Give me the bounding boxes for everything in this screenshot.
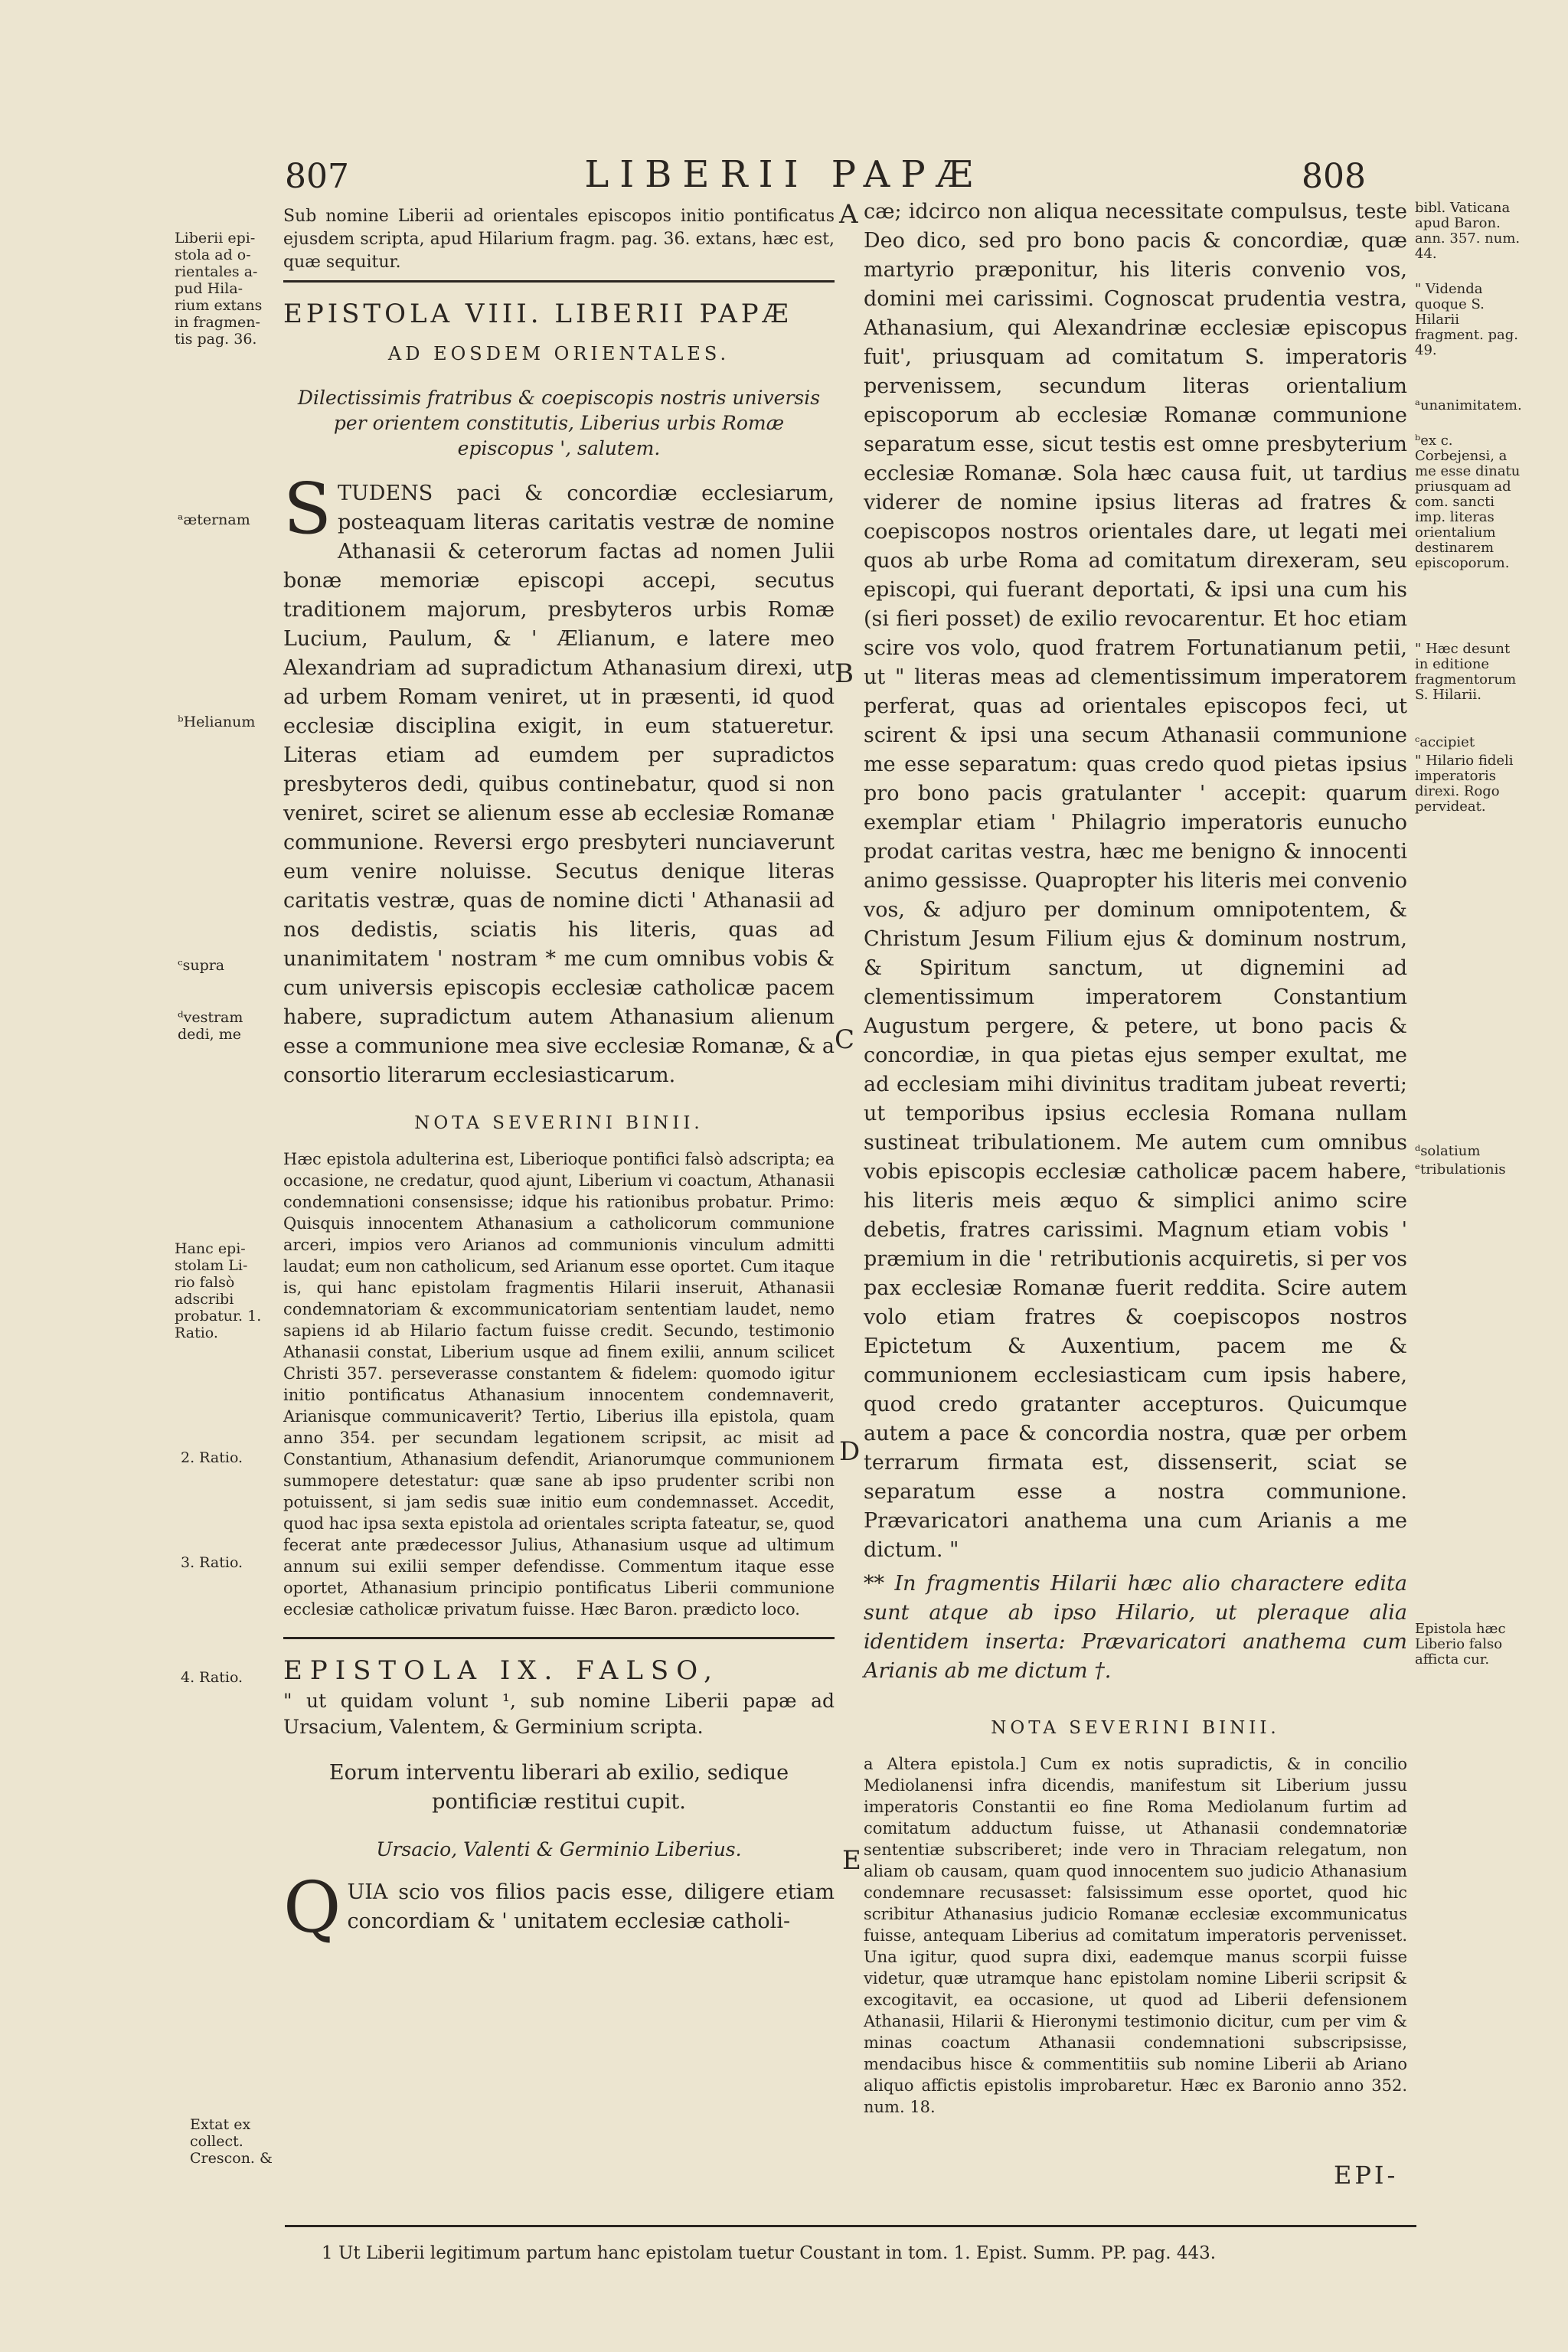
dropcap: S [283, 468, 332, 550]
section-letter: D [839, 1436, 861, 1467]
margin-note-left: 4. Ratio. [181, 1669, 243, 1686]
margin-note-left: ᵈvestram dedi, me [178, 1009, 243, 1043]
epistola-ix-body [283, 1867, 835, 1949]
fragment-note: ** In fragmentis Hilarii hæc alio charactere edita sunt atque ab ipso Hilario, ut pleraque alia identidem inserta: Prævaricatori anathema cum Arianis ab me dictum †. [864, 1572, 1407, 1683]
margin-note-left: Extat ex collect. Crescon. & [190, 2116, 273, 2167]
margin-note-left: Liberii epi-stola ad o-rientales a-pud Hila-rium extans in fragmen-tis pag. 36. [175, 230, 263, 348]
catchword: EPI- [1334, 2161, 1399, 2190]
epistola-ix-subtitle: " ut quidam volunt ¹, sub nomine Liberii papæ ad Ursacium, Valentem, & Germinium scripta. [283, 1690, 835, 1738]
divider [283, 280, 835, 283]
margin-note-right: Epistola hæc Liberio falso afficta cur. [1415, 1621, 1506, 1668]
page-number-right: 808 [1302, 157, 1366, 196]
margin-note-left: ᵇHelianum [178, 714, 256, 730]
margin-note-right: bibl. Vaticana apud Baron. ann. 357. num. 44. [1415, 200, 1521, 262]
right-column [864, 198, 1407, 2118]
margin-note-right: " Hæc desunt in editione fragmentorum S. Hilarii. [1415, 641, 1517, 703]
nota-heading: NOTA SEVERINI BINII. [414, 1113, 704, 1133]
epistola-ix-summary: Eorum interventu liberari ab exilio, sedique pontificiæ restitui cupit. [328, 1761, 789, 1814]
epistola-ix-text: UIA scio vos filios pacis esse, diligere etiam concordiam & ' unitatem ecclesiæ catholi- [347, 1880, 835, 1933]
footnote-divider [285, 2225, 1416, 2227]
margin-note-left: ᶜsupra [178, 957, 225, 974]
running-title: LIBERII PAPÆ [584, 153, 984, 196]
section-letter: B [835, 658, 854, 689]
page-number-left: 807 [285, 157, 349, 196]
left-column [283, 205, 835, 1949]
intro-note: Sub nomine Liberii ad orientales episcopos initio pontificatus ejusdem scripta, apud Hilarium fragm. pag. 36. extans, hæc est, quæ sequitur. [283, 207, 835, 272]
margin-note-left: 2. Ratio. [181, 1449, 243, 1466]
margin-note-right: ᶜaccipiet [1415, 734, 1475, 750]
margin-note-right: ᵃunanimitatem. [1415, 397, 1522, 413]
margin-note-right: " Videnda quoque S. Hilarii fragment. pag. 49. [1415, 281, 1519, 358]
margin-note-right: ᵉtribulationis [1415, 1161, 1506, 1178]
epistola-viii-salutation: Dilectissimis fratribus & coepiscopis nostris universis per orientem constitutis, Liberius urbis Romæ episcopus ', salutem. [297, 387, 821, 459]
epistola-viii-subtitle: AD EOSDEM ORIENTALES. [387, 343, 730, 364]
nota-text: a Altera epistola.] Cum ex notis supradictis, & in concilio Mediolanensi infra dicendis, manifestum sit Liberium jussu imperatoris Constantii eo fine Roma Mediolanum furtim ad comitatum adductum fuisse, ut Athanasii condemnatoriæ sententiæ subscriberet; inde vero in Thraciam relegatum, non aliam ob causam, quam quod innocentem suo judicio Athanasium condemnare recusasset: falsissimum esse oportet, quod hic scribitur Athanasius judicio Romanæ ecclesiæ excommunicatus fuisse, antequam Liberius ad comitatum imperatoris pervenisset. Una igitur, quod supra dixi, eademque manus scorpii fuisse videtur, quæ utramque hanc epistolam nomine Liberii scripsit & excogitavit, ea occasione, ut quod ad Liberii defensionem Athanasii, Hilarii & Hieronymi testimonio dicitur, cum per vim & minas coactum Athanasii condemnationi subscripsisse, mendacibus hisce & commentitiis sub nomine Liberii ab Ariano aliquo affictis epistolis improbaretur. Hæc ex Baronio anno 352. num. 18. [864, 1755, 1407, 2116]
margin-note-left: Hanc epi-stolam Li-rio falsò adscribi probatur. 1. Ratio. [175, 1240, 262, 1341]
divider [283, 1637, 835, 1639]
margin-note-left: ᵃæternam [178, 511, 250, 528]
section-letter: A [839, 199, 858, 230]
margin-note-right: ᵈsolatium [1415, 1143, 1481, 1159]
margin-note-left: 3. Ratio. [181, 1554, 243, 1571]
margin-note-right: " Hilario fideli imperatoris direxi. Rogo pervideat. [1415, 753, 1514, 815]
epistola-ix-title: EPISTOLA IX. FALSO, [283, 1655, 720, 1686]
epistola-ix-salutation: Ursacio, Valenti & Germinio Liberius. [376, 1838, 742, 1860]
epistola-viii-text: TUDENS paci & concordiæ ecclesiarum, posteaquam literas caritatis vestræ de nomine Athanasii & ceterorum factas ad nomen Julii bonæ memoriæ episcopi accepi, secutus traditionem majorum, presbyteros urbis Romæ Lucium, Paulum, & ' Ælianum, e latere meo Alexandriam ad supradictum Athanasium direxi, ut ad urbem Romam veniret, ut in præsenti, id quod ecclesiæ disciplina exigit, in eum statueretur. Literas etiam ad eumdem per supradictos presbyteros dedi, quibus continebatur, quod si non veniret, sciret se alienum esse ab ecclesiæ Romanæ communione. Reversi ergo presbyteri nunciaverunt eum venire noluisse. Secutus denique literas caritatis vestræ, quas de nomine dicti ' Athanasii ad nos dedistis, sciatis his literis, quas ad unanimitatem ' nostram * me cum omnibus vobis & cum universis episcopis ecclesiæ catholicæ pacem habere, supradictum autem Athanasium alienum esse a communione mea sive ecclesiæ Romanæ, & a consortio literarum ecclesiasticarum. [283, 482, 835, 1087]
section-letter: C [835, 1024, 855, 1055]
section-letter: E [842, 1845, 861, 1876]
epistola-ix-continuation: cæ; idcirco non aliqua necessitate compulsus, teste Deo dico, sed pro bono pacis & concordiæ, quæ martyrio præponitur, his literis convenio vos, domini mei carissimi. Cognoscat prudentia vestra, Athanasium, qui Alexandrinæ ecclesiæ episcopus fuit', priusquam ad comitatum S. imperatoris pervenissem, secundum literas orientalium episcoporum ab ecclesiæ Romanæ communione separatum esse, sicut testis est omne presbyterium ecclesiæ Romanæ. Sola hæc causa fuit, ut tardius viderer de nomine ipsius literas ad fratres & coepiscopos nostros orientales dare, ut legati mei quos ab urbe Roma ad comitatum direxeram, seu episcopi, qui fuerant deportati, & ipsi una cum his (si fieri posset) de exilio revocarentur. Et hoc etiam scire vos volo, quod fratrem Fortunatianum petii, ut " literas meas ad clementissimum imperatorem perferat, quas ad orientales episcopos feci, ut scirent & ipsi una secum Athanasii communione me esse separatum: quas credo quod pietas ipsius pro bono pacis gratulanter ' accepit: quarum exemplar etiam ' Philagrio imperatoris eunucho prodat caritas vestra, hæc me benigno & innocenti animo gessisse. Quapropter his literis mei convenio vos, & adjuro per dominum omnipotentem, & Christum Jesum Filium ejus & dominum nostrum, & Spiritum sanctum, ut dignemini ad clementissimum imperatorem Constantium Augustum pergere, & petere, ut bono pacis & concordiæ, in qua pietas ejus semper exultat, me ad ecclesiam mihi divinitus traditam jubeat reverti; ut temporibus ipsius ecclesia Romana nullam sustineat tribulationem. Me autem cum omnibus vobis episcopis ecclesiæ catholicæ pacem habere, his literis meis æquo & simplici animo scire debetis, fratres carissimi. Magnum etiam vobis ' præmium in die ' retributionis acquiretis, si per vos pax ecclesiæ Romanæ fuerit reddita. Scire autem volo etiam fratres & coepiscopos nostros Epictetum & Auxentium, pacem me & communionem ecclesiasticam cum ipsis habere, quod credo gratanter accepturos. Quicumque autem a pace & concordia nostra, quæ per orbem terrarum firmata est, dissenserit, sciat se separatum esse a nostra communione. Prævaricatori anathema una cum Arianis a me dictum. " [864, 200, 1407, 1562]
nota-text: Hæc epistola adulterina est, Liberioque pontifici falsò adscripta; ea occasione, ne credatur, quod ajunt, Liberium vi coactum, Athanasii condemnationi consensisse; idque his rationibus probatur. Primo: Quisquis innocentem Athanasium a catholicorum communione arceri, impios vero Arianos ad communionis vinculum admitti laudat; eum non catholicum, sed Arianum esse oportet. Cum itaque is, qui hanc epistolam fragmentis Hilarii inseruit, Athanasii condemnatoriam & excommunicatoriam sententiam laudet, nemo sapiens id ab Hilario factum fuisse credit. Secundo, testimonio Athanasii constat, Liberium usque ad finem exilii, annum scilicet Christi 357. perseverasse constantem & fidelem: quomodo igitur initio pontificatus Athanasium innocentem condemnaverit, Arianisque communicaverit? Tertio, Liberius illa epistola, quam anno 354. per secundam legationem scripsit, ac misit ad Constantium, Athanasium defendit, Arianorumque communionem summopere detestatur: quæ sane ab ipso prudenter scribi non potuissent, si jam sedis suæ initio eum condemnasset. Accedit, quod hac ipsa sexta epistola ad orientales scripta fateatur, se, quod fecerat ante prædecessor Julius, Athanasium usque ad ultimum annum sui exilii semper defendisse. Commentum itaque esse oportet, Athanasium principio pontificatus Liberii communione ecclesiæ catholicæ privatum fuisse. Hæc Baron. prædicto loco. [283, 1150, 835, 1619]
nota-heading: NOTA SEVERINI BINII. [991, 1718, 1280, 1738]
dropcap: Q [283, 1867, 341, 1949]
epistola-viii-body [283, 468, 835, 1090]
footnote: 1 Ut Liberii legitimum partum hanc epistolam tuetur Coustant in tom. 1. Epist. Summ. PP. pag. 443. [322, 2243, 1217, 2263]
epistola-viii-title: EPISTOLA VIII. LIBERII PAPÆ [283, 299, 792, 329]
margin-note-right: ᵇex c. Corbejensi, a me esse dinatu priusquam ad com. sancti imp. literas orientalium destinarem episcoporum. [1415, 433, 1521, 571]
